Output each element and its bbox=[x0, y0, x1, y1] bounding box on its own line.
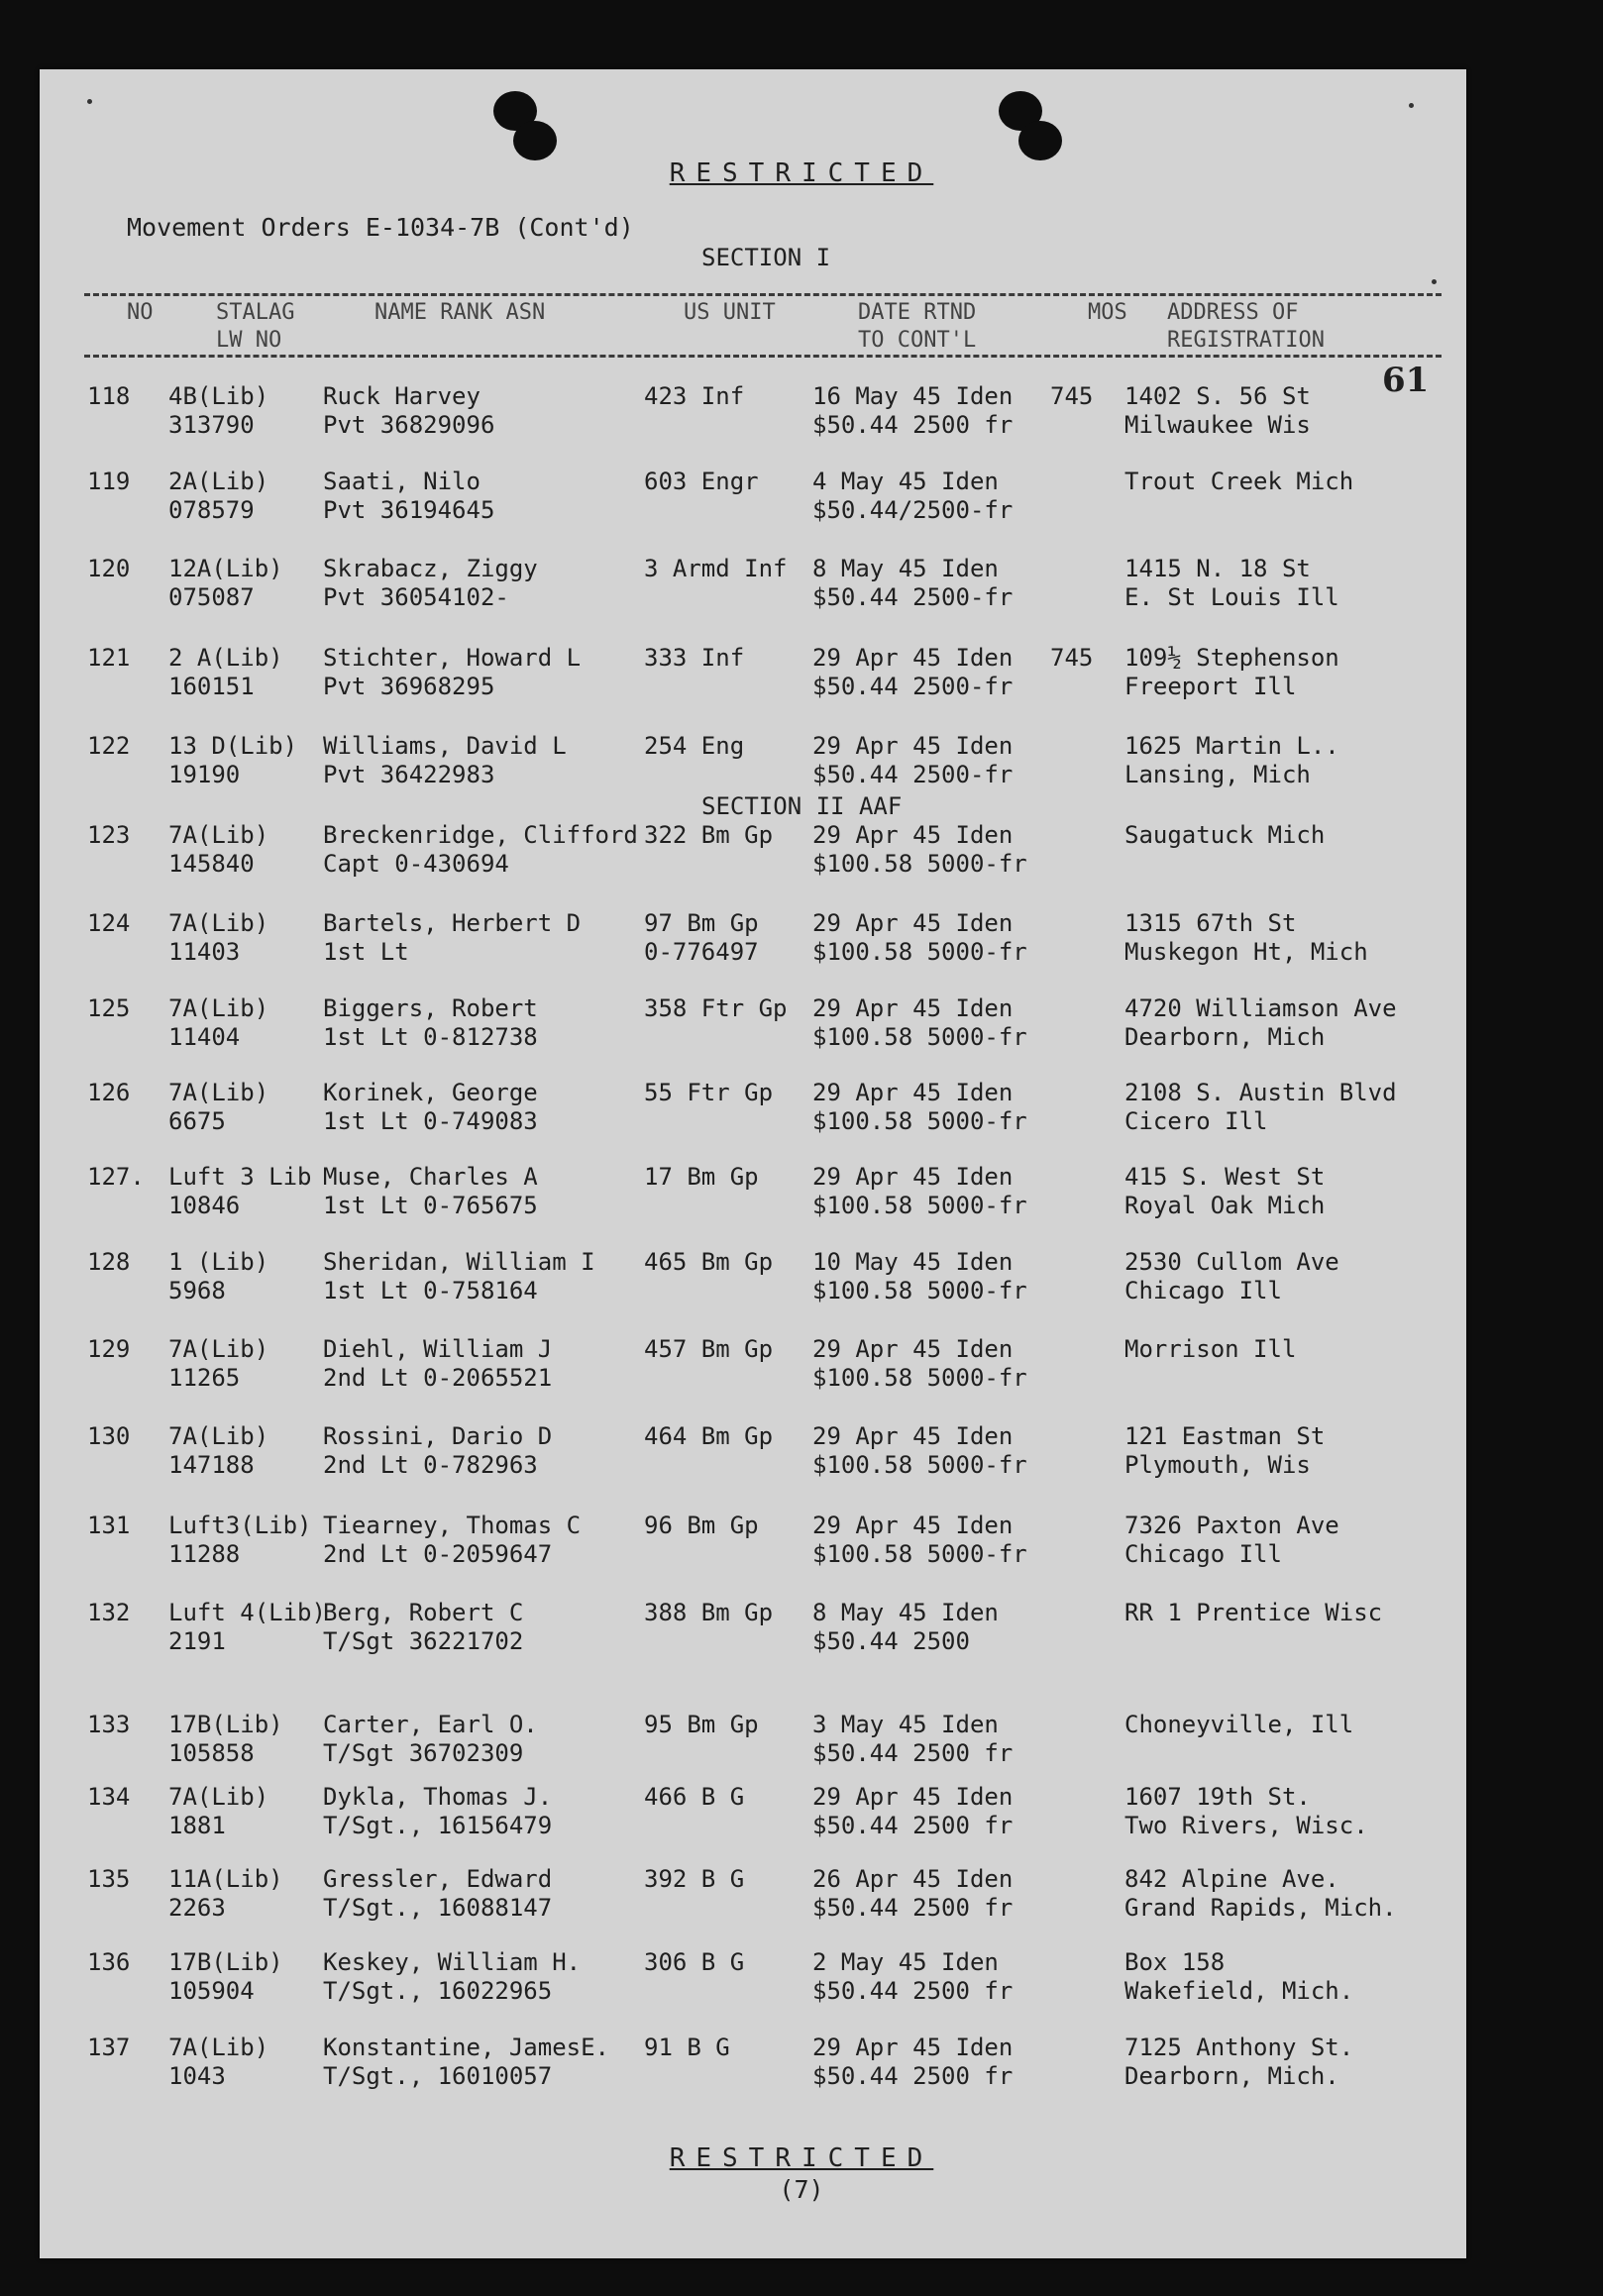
cell-stalag-line1: 2A(Lib) bbox=[168, 468, 269, 495]
margin-page-number: 61 bbox=[1382, 361, 1430, 400]
cell-date-line1: 29 Apr 45 Iden bbox=[812, 1163, 1014, 1191]
cell-name-line1: Saati, Nilo bbox=[323, 468, 481, 495]
col-header-date: DATE RTND bbox=[858, 300, 977, 325]
cell-stalag-line1: 7A(Lib) bbox=[168, 1783, 269, 1811]
table-row bbox=[0, 1163, 1603, 1226]
cell-unit: 55 Ftr Gp bbox=[644, 1079, 774, 1106]
cell-name-line2: T/Sgt 36702309 bbox=[323, 1739, 524, 1767]
cell-name-line1: Keskey, William H. bbox=[323, 1948, 582, 1976]
cell-mos: 745 bbox=[1050, 382, 1094, 410]
cell-date-line2: $100.58 5000-fr bbox=[812, 850, 1027, 878]
cell-address-line1: 1315 67th St bbox=[1124, 909, 1297, 937]
cell-no: 123 bbox=[87, 821, 131, 849]
table-row bbox=[0, 821, 1603, 885]
cell-stalag-line2: 2191 bbox=[168, 1627, 226, 1655]
cell-address-line1: Box 158 bbox=[1124, 1948, 1226, 1976]
cell-no: 124 bbox=[87, 909, 131, 937]
cell-name-line2: 1st Lt 0-749083 bbox=[323, 1107, 538, 1135]
table-row bbox=[0, 2034, 1603, 2097]
cell-name-line1: Carter, Earl O. bbox=[323, 1711, 538, 1738]
dust-speck bbox=[1432, 279, 1437, 284]
cell-name-line1: Breckenridge, Clifford bbox=[323, 821, 638, 849]
cell-address-line2: Dearborn, Mich. bbox=[1124, 2062, 1339, 2090]
cell-stalag-line1: 7A(Lib) bbox=[168, 2034, 269, 2061]
table-row bbox=[0, 909, 1603, 973]
cell-date-line1: 3 May 45 Iden bbox=[812, 1711, 999, 1738]
cell-date-line1: 29 Apr 45 Iden bbox=[812, 732, 1014, 760]
table-row bbox=[0, 468, 1603, 531]
cell-date-line2: $50.44 2500-fr bbox=[812, 673, 1014, 700]
cell-date-line2: $100.58 5000-fr bbox=[812, 1107, 1027, 1135]
table-row bbox=[0, 1512, 1603, 1575]
cell-address-line1: Trout Creek Mich bbox=[1124, 468, 1354, 495]
cell-name-line2: 1st Lt bbox=[323, 938, 409, 966]
cell-stalag-line1: 12A(Lib) bbox=[168, 555, 283, 582]
cell-no: 127. bbox=[87, 1163, 145, 1191]
dust-speck bbox=[87, 99, 92, 104]
restricted-header: RESTRICTED bbox=[669, 158, 934, 188]
section-one-label: SECTION I bbox=[701, 244, 831, 271]
cell-name-line2: T/Sgt 36221702 bbox=[323, 1627, 524, 1655]
cell-date-line1: 4 May 45 Iden bbox=[812, 468, 999, 495]
cell-stalag-line1: 17B(Lib) bbox=[168, 1948, 283, 1976]
cell-no: 136 bbox=[87, 1948, 131, 1976]
col-header-date-line2: TO CONT'L bbox=[858, 328, 977, 353]
cell-no: 128 bbox=[87, 1248, 131, 1276]
cell-name-line1: Skrabacz, Ziggy bbox=[323, 555, 538, 582]
cell-unit: 466 B G bbox=[644, 1783, 745, 1811]
table-row bbox=[0, 994, 1603, 1058]
cell-stalag-line1: 4B(Lib) bbox=[168, 382, 269, 410]
table-row bbox=[0, 1948, 1603, 2012]
cell-date-line1: 29 Apr 45 Iden bbox=[812, 2034, 1014, 2061]
cell-stalag-line2: 105858 bbox=[168, 1739, 255, 1767]
cell-address-line2: Cicero Ill bbox=[1124, 1107, 1268, 1135]
cell-name-line1: Muse, Charles A bbox=[323, 1163, 538, 1191]
cell-unit: 306 B G bbox=[644, 1948, 745, 1976]
table-row bbox=[0, 1865, 1603, 1929]
cell-address-line1: 121 Eastman St bbox=[1124, 1422, 1326, 1450]
cell-stalag-line2: 11403 bbox=[168, 938, 241, 966]
cell-stalag-line1: 7A(Lib) bbox=[168, 1422, 269, 1450]
col-header-mos: MOS bbox=[1088, 300, 1127, 325]
cell-address-line2: Chicago Ill bbox=[1124, 1277, 1282, 1305]
restricted-footer: RESTRICTED bbox=[669, 2143, 934, 2173]
cell-name-line1: Dykla, Thomas J. bbox=[323, 1783, 553, 1811]
cell-no: 135 bbox=[87, 1865, 131, 1893]
cell-name-line2: 1st Lt 0-812738 bbox=[323, 1023, 538, 1051]
cell-name-line2: Pvt 36194645 bbox=[323, 496, 495, 524]
cell-name-line2: Capt 0-430694 bbox=[323, 850, 509, 878]
cell-address-line2: E. St Louis Ill bbox=[1124, 583, 1339, 611]
cell-stalag-line2: 105904 bbox=[168, 1977, 255, 2005]
cell-address-line2: Plymouth, Wis bbox=[1124, 1451, 1311, 1479]
col-header-no: NO bbox=[127, 300, 154, 325]
cell-address-line1: 2108 S. Austin Blvd bbox=[1124, 1079, 1397, 1106]
cell-stalag-line2: 5968 bbox=[168, 1277, 226, 1305]
punch-hole-left-lower bbox=[513, 121, 557, 160]
cell-date-line1: 16 May 45 Iden bbox=[812, 382, 1014, 410]
cell-name-line1: Sheridan, William I bbox=[323, 1248, 595, 1276]
cell-stalag-line1: 13 D(Lib) bbox=[168, 732, 298, 760]
cell-name-line2: Pvt 36968295 bbox=[323, 673, 495, 700]
cell-no: 118 bbox=[87, 382, 131, 410]
cell-date-line1: 26 Apr 45 Iden bbox=[812, 1865, 1014, 1893]
cell-address-line2: Grand Rapids, Mich. bbox=[1124, 1894, 1397, 1922]
cell-no: 125 bbox=[87, 994, 131, 1022]
table-row bbox=[0, 555, 1603, 618]
cell-address-line1: 109½ Stephenson bbox=[1124, 644, 1339, 672]
table-row bbox=[0, 382, 1603, 446]
cell-no: 132 bbox=[87, 1599, 131, 1626]
dust-speck bbox=[1409, 103, 1414, 108]
cell-date-line2: $100.58 5000-fr bbox=[812, 1277, 1027, 1305]
section-two-label: SECTION II AAF bbox=[701, 792, 903, 820]
cell-name-line2: 2nd Lt 0-782963 bbox=[323, 1451, 538, 1479]
cell-address-line2: Dearborn, Mich bbox=[1124, 1023, 1326, 1051]
cell-date-line1: 29 Apr 45 Iden bbox=[812, 1422, 1014, 1450]
cell-name-line1: Stichter, Howard L bbox=[323, 644, 582, 672]
cell-address-line1: Morrison Ill bbox=[1124, 1335, 1297, 1363]
cell-address-line1: 7125 Anthony St. bbox=[1124, 2034, 1354, 2061]
cell-name-line2: T/Sgt., 16156479 bbox=[323, 1812, 553, 1839]
table-row bbox=[0, 1783, 1603, 1846]
table-row bbox=[0, 1079, 1603, 1142]
table-row bbox=[0, 1248, 1603, 1311]
cell-name-line2: T/Sgt., 16022965 bbox=[323, 1977, 553, 2005]
cell-unit: 333 Inf bbox=[644, 644, 745, 672]
cell-unit: 423 Inf bbox=[644, 382, 745, 410]
cell-stalag-line1: 1 (Lib) bbox=[168, 1248, 269, 1276]
cell-date-line2: $100.58 5000-fr bbox=[812, 1023, 1027, 1051]
order-title: Movement Orders E-1034-7B (Cont'd) bbox=[127, 213, 634, 242]
cell-address-line2: Chicago Ill bbox=[1124, 1540, 1282, 1568]
table-row bbox=[0, 1711, 1603, 1774]
cell-no: 119 bbox=[87, 468, 131, 495]
cell-unit: 97 Bm Gp bbox=[644, 909, 759, 937]
page-number: (7) bbox=[779, 2175, 824, 2204]
cell-name-line1: Biggers, Robert bbox=[323, 994, 538, 1022]
cell-address-line2: Muskegon Ht, Mich bbox=[1124, 938, 1368, 966]
cell-no: 122 bbox=[87, 732, 131, 760]
cell-address-line2: Wakefield, Mich. bbox=[1124, 1977, 1354, 2005]
cell-stalag-line2: 1043 bbox=[168, 2062, 226, 2090]
cell-name-line2: 1st Lt 0-765675 bbox=[323, 1192, 538, 1219]
cell-address-line1: 2530 Cullom Ave bbox=[1124, 1248, 1339, 1276]
cell-name-line2: Pvt 36829096 bbox=[323, 411, 495, 439]
cell-no: 137 bbox=[87, 2034, 131, 2061]
cell-stalag-line2: 11288 bbox=[168, 1540, 241, 1568]
cell-no: 121 bbox=[87, 644, 131, 672]
cell-address-line1: Choneyville, Ill bbox=[1124, 1711, 1354, 1738]
cell-unit: 464 Bm Gp bbox=[644, 1422, 774, 1450]
cell-name-line1: Bartels, Herbert D bbox=[323, 909, 582, 937]
col-header-address: ADDRESS OF bbox=[1167, 300, 1299, 325]
cell-date-line2: $100.58 5000-fr bbox=[812, 1364, 1027, 1392]
cell-stalag-line2: 147188 bbox=[168, 1451, 255, 1479]
cell-stalag-line1: 7A(Lib) bbox=[168, 1079, 269, 1106]
cell-unit: 392 B G bbox=[644, 1865, 745, 1893]
cell-date-line2: $50.44 2500 fr bbox=[812, 2062, 1014, 2090]
cell-stalag-line1: 7A(Lib) bbox=[168, 1335, 269, 1363]
cell-unit: 603 Engr bbox=[644, 468, 759, 495]
cell-name-line2: T/Sgt., 16010057 bbox=[323, 2062, 553, 2090]
cell-stalag-line2: 075087 bbox=[168, 583, 255, 611]
cell-address-line2: Lansing, Mich bbox=[1124, 761, 1311, 788]
table-row bbox=[0, 1422, 1603, 1486]
cell-date-line1: 29 Apr 45 Iden bbox=[812, 994, 1014, 1022]
cell-date-line2: $50.44/2500-fr bbox=[812, 496, 1014, 524]
cell-stalag-line1: Luft3(Lib) bbox=[168, 1512, 312, 1539]
cell-date-line1: 8 May 45 Iden bbox=[812, 555, 999, 582]
cell-stalag-line1: 2 A(Lib) bbox=[168, 644, 283, 672]
punch-hole-right-lower bbox=[1018, 121, 1062, 160]
cell-address-line2: Royal Oak Mich bbox=[1124, 1192, 1326, 1219]
cell-stalag-line2: 19190 bbox=[168, 761, 241, 788]
cell-date-line2: $50.44 2500 fr bbox=[812, 1894, 1014, 1922]
col-header-stalag-line2: LW NO bbox=[216, 328, 282, 353]
cell-unit: 96 Bm Gp bbox=[644, 1512, 759, 1539]
cell-stalag-line1: 11A(Lib) bbox=[168, 1865, 283, 1893]
cell-date-line1: 29 Apr 45 Iden bbox=[812, 909, 1014, 937]
cell-stalag-line2: 1881 bbox=[168, 1812, 226, 1839]
cell-date-line1: 29 Apr 45 Iden bbox=[812, 1079, 1014, 1106]
cell-stalag-line2: 313790 bbox=[168, 411, 255, 439]
cell-date-line2: $100.58 5000-fr bbox=[812, 938, 1027, 966]
cell-address-line1: 1415 N. 18 St bbox=[1124, 555, 1311, 582]
cell-address-line1: Saugatuck Mich bbox=[1124, 821, 1326, 849]
cell-address-line1: 1607 19th St. bbox=[1124, 1783, 1311, 1811]
cell-no: 130 bbox=[87, 1422, 131, 1450]
cell-name-line1: Rossini, Dario D bbox=[323, 1422, 553, 1450]
cell-date-line1: 29 Apr 45 Iden bbox=[812, 821, 1014, 849]
cell-stalag-line2: 11404 bbox=[168, 1023, 241, 1051]
cell-name-line2: Pvt 36422983 bbox=[323, 761, 495, 788]
cell-stalag-line2: 078579 bbox=[168, 496, 255, 524]
cell-name-line1: Tiearney, Thomas C bbox=[323, 1512, 582, 1539]
table-row bbox=[0, 644, 1603, 707]
cell-mos: 745 bbox=[1050, 644, 1094, 672]
cell-no: 120 bbox=[87, 555, 131, 582]
cell-date-line2: $100.58 5000-fr bbox=[812, 1540, 1027, 1568]
cell-name-line1: Williams, David L bbox=[323, 732, 567, 760]
cell-date-line1: 29 Apr 45 Iden bbox=[812, 1512, 1014, 1539]
cell-no: 129 bbox=[87, 1335, 131, 1363]
cell-name-line2: T/Sgt., 16088147 bbox=[323, 1894, 553, 1922]
cell-stalag-line1: 7A(Lib) bbox=[168, 994, 269, 1022]
cell-date-line1: 29 Apr 45 Iden bbox=[812, 1335, 1014, 1363]
cell-unit: 358 Ftr Gp bbox=[644, 994, 788, 1022]
col-header-unit: US UNIT bbox=[684, 300, 776, 325]
cell-unit: 17 Bm Gp bbox=[644, 1163, 759, 1191]
table-row bbox=[0, 732, 1603, 795]
col-header-name: NAME RANK ASN bbox=[374, 300, 546, 325]
cell-date-line1: 8 May 45 Iden bbox=[812, 1599, 999, 1626]
cell-date-line2: $50.44 2500-fr bbox=[812, 583, 1014, 611]
cell-unit: 465 Bm Gp bbox=[644, 1248, 774, 1276]
cell-date-line2: $50.44 2500 bbox=[812, 1627, 970, 1655]
cell-address-line1: 4720 Williamson Ave bbox=[1124, 994, 1397, 1022]
cell-date-line1: 29 Apr 45 Iden bbox=[812, 644, 1014, 672]
cell-name-line1: Gressler, Edward bbox=[323, 1865, 553, 1893]
cell-stalag-line1: Luft 4(Lib) bbox=[168, 1599, 326, 1626]
cell-date-line2: $100.58 5000-fr bbox=[812, 1451, 1027, 1479]
cell-stalag-line1: Luft 3 Lib bbox=[168, 1163, 312, 1191]
header-bottom-rule bbox=[84, 355, 1442, 358]
cell-no: 133 bbox=[87, 1711, 131, 1738]
cell-stalag-line2: 145840 bbox=[168, 850, 255, 878]
cell-stalag-line2: 160151 bbox=[168, 673, 255, 700]
cell-unit: 388 Bm Gp bbox=[644, 1599, 774, 1626]
col-header-stalag: STALAG bbox=[216, 300, 295, 325]
cell-name-line1: Ruck Harvey bbox=[323, 382, 481, 410]
cell-stalag-line1: 17B(Lib) bbox=[168, 1711, 283, 1738]
cell-unit: 457 Bm Gp bbox=[644, 1335, 774, 1363]
cell-date-line2: $50.44 2500 fr bbox=[812, 411, 1014, 439]
cell-date-line2: $50.44 2500 fr bbox=[812, 1977, 1014, 2005]
cell-address-line1: 7326 Paxton Ave bbox=[1124, 1512, 1339, 1539]
cell-stalag-line2: 2263 bbox=[168, 1894, 226, 1922]
cell-address-line1: 1625 Martin L.. bbox=[1124, 732, 1339, 760]
header-top-rule bbox=[84, 293, 1442, 296]
cell-date-line1: 10 May 45 Iden bbox=[812, 1248, 1014, 1276]
cell-stalag-line2: 11265 bbox=[168, 1364, 241, 1392]
cell-stalag-line2: 6675 bbox=[168, 1107, 226, 1135]
cell-date-line2: $100.58 5000-fr bbox=[812, 1192, 1027, 1219]
cell-unit-line2: 0-776497 bbox=[644, 938, 759, 966]
cell-date-line1: 2 May 45 Iden bbox=[812, 1948, 999, 1976]
cell-address-line1: RR 1 Prentice Wisc bbox=[1124, 1599, 1383, 1626]
cell-no: 126 bbox=[87, 1079, 131, 1106]
cell-date-line2: $50.44 2500 fr bbox=[812, 1739, 1014, 1767]
cell-unit: 95 Bm Gp bbox=[644, 1711, 759, 1738]
table-row bbox=[0, 1599, 1603, 1662]
cell-name-line1: Diehl, William J bbox=[323, 1335, 553, 1363]
cell-address-line1: 1402 S. 56 St bbox=[1124, 382, 1311, 410]
cell-unit: 3 Armd Inf bbox=[644, 555, 788, 582]
cell-address-line1: 842 Alpine Ave. bbox=[1124, 1865, 1339, 1893]
cell-name-line2: 2nd Lt 0-2059647 bbox=[323, 1540, 553, 1568]
cell-address-line2: Freeport Ill bbox=[1124, 673, 1297, 700]
cell-address-line2: Milwaukee Wis bbox=[1124, 411, 1311, 439]
cell-unit: 322 Bm Gp bbox=[644, 821, 774, 849]
cell-name-line2: Pvt 36054102- bbox=[323, 583, 509, 611]
cell-date-line2: $50.44 2500 fr bbox=[812, 1812, 1014, 1839]
cell-no: 134 bbox=[87, 1783, 131, 1811]
cell-no: 131 bbox=[87, 1512, 131, 1539]
cell-stalag-line1: 7A(Lib) bbox=[168, 909, 269, 937]
col-header-address-line2: REGISTRATION bbox=[1167, 328, 1325, 353]
cell-unit: 254 Eng bbox=[644, 732, 745, 760]
cell-name-line2: 2nd Lt 0-2065521 bbox=[323, 1364, 553, 1392]
table-row bbox=[0, 1335, 1603, 1399]
cell-address-line1: 415 S. West St bbox=[1124, 1163, 1326, 1191]
cell-name-line2: 1st Lt 0-758164 bbox=[323, 1277, 538, 1305]
cell-date-line1: 29 Apr 45 Iden bbox=[812, 1783, 1014, 1811]
cell-name-line1: Konstantine, JamesE. bbox=[323, 2034, 609, 2061]
cell-date-line2: $50.44 2500-fr bbox=[812, 761, 1014, 788]
cell-stalag-line2: 10846 bbox=[168, 1192, 241, 1219]
cell-name-line1: Berg, Robert C bbox=[323, 1599, 524, 1626]
cell-name-line1: Korinek, George bbox=[323, 1079, 538, 1106]
cell-address-line2: Two Rivers, Wisc. bbox=[1124, 1812, 1368, 1839]
cell-unit: 91 B G bbox=[644, 2034, 730, 2061]
cell-stalag-line1: 7A(Lib) bbox=[168, 821, 269, 849]
